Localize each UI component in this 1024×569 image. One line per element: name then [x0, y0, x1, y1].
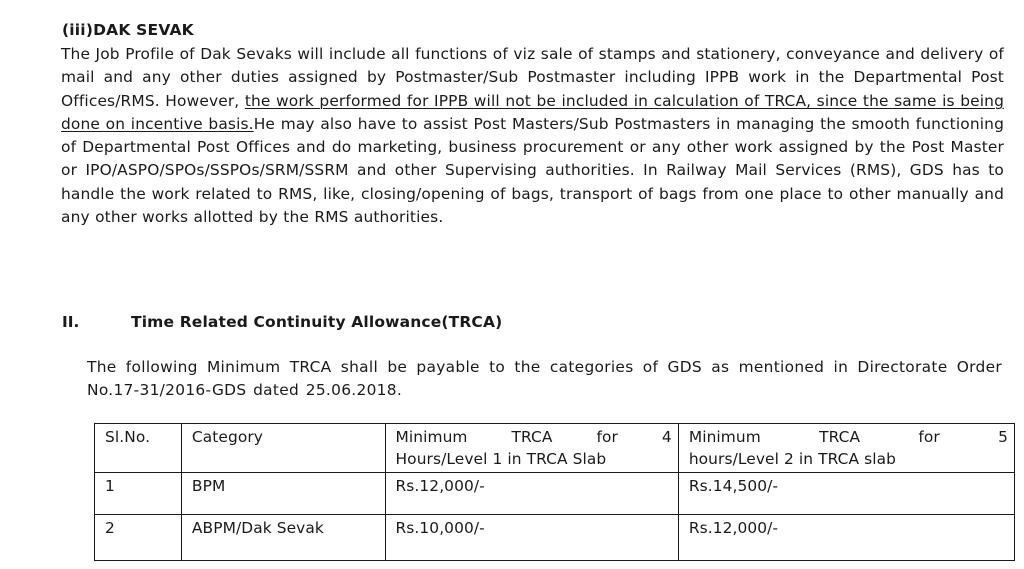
header-level1-line2: Hours/Level 1 in TRCA Slab	[395, 450, 607, 468]
dak-sevak-job-profile-paragraph	[61, 43, 1004, 229]
cell-slno: 2	[95, 515, 182, 561]
cell-level2: Rs.12,000/-	[678, 515, 1014, 561]
cell-level1: Rs.12,000/-	[385, 473, 678, 515]
trca-intro-paragraph: The following Minimum TRCA shall be payable to the categories of GDS as mentioned in Directorate Order No.17-31/2016-GDS dated 25.06.2018.	[87, 358, 1002, 400]
table-header-row	[95, 424, 1015, 473]
header-level2-line2: hours/Level 2 in TRCA slab	[688, 450, 896, 468]
paragraph-text-part2: He may also have to assist Post Masters/Sub Postmasters in managing the smooth functioning of Departmental Post Offices and do marketing, business procurement or any other work assigned by the Post Master or IPO/ASPO/SPOs/SSPOs/SRM/SSRM and other Supervising authorities. In Railway Mail Services (RMS), GDS has to handle the work related to RMS, like, closing/opening of bags, transport of bags from one place to other manually and any other works allotted by the RMS authorities.	[61, 114, 1004, 227]
cell-category: BPM	[181, 473, 385, 515]
paragraph-underlined-text: the work performed for IPPB will not be included in calculation of TRCA, since the same is being done on incentive basis.	[61, 91, 1004, 133]
section-number: II.	[62, 313, 80, 331]
section-heading-dak-sevak: (iii)DAK SEVAK	[62, 21, 194, 39]
header-level2-line1: Minimum TRCA for 5	[688, 428, 1008, 446]
paragraph-text-part1: The Job Profile of Dak Sevaks will include all functions of viz sale of stamps and stationery, conveyance and delivery of mail and any other duties assigned by Postmaster/Sub Postmaster including IPPB work in the Departmental Post Offices/RMS. However,	[61, 45, 1004, 110]
cell-level2: Rs.14,500/-	[678, 473, 1014, 515]
header-category: Category	[181, 424, 385, 473]
table-row	[95, 473, 1015, 515]
header-level2	[678, 424, 1014, 473]
cell-level1: Rs.10,000/-	[385, 515, 678, 561]
cell-slno: 1	[95, 473, 182, 515]
header-level1-line1: Minimum TRCA for 4	[395, 428, 672, 446]
header-level1	[385, 424, 678, 473]
cell-category: ABPM/Dak Sevak	[181, 515, 385, 561]
table-row	[95, 515, 1015, 561]
section-title-trca: Time Related Continuity Allowance(TRCA)	[131, 313, 503, 331]
header-slno: Sl.No.	[95, 424, 182, 473]
trca-table	[94, 423, 1015, 561]
